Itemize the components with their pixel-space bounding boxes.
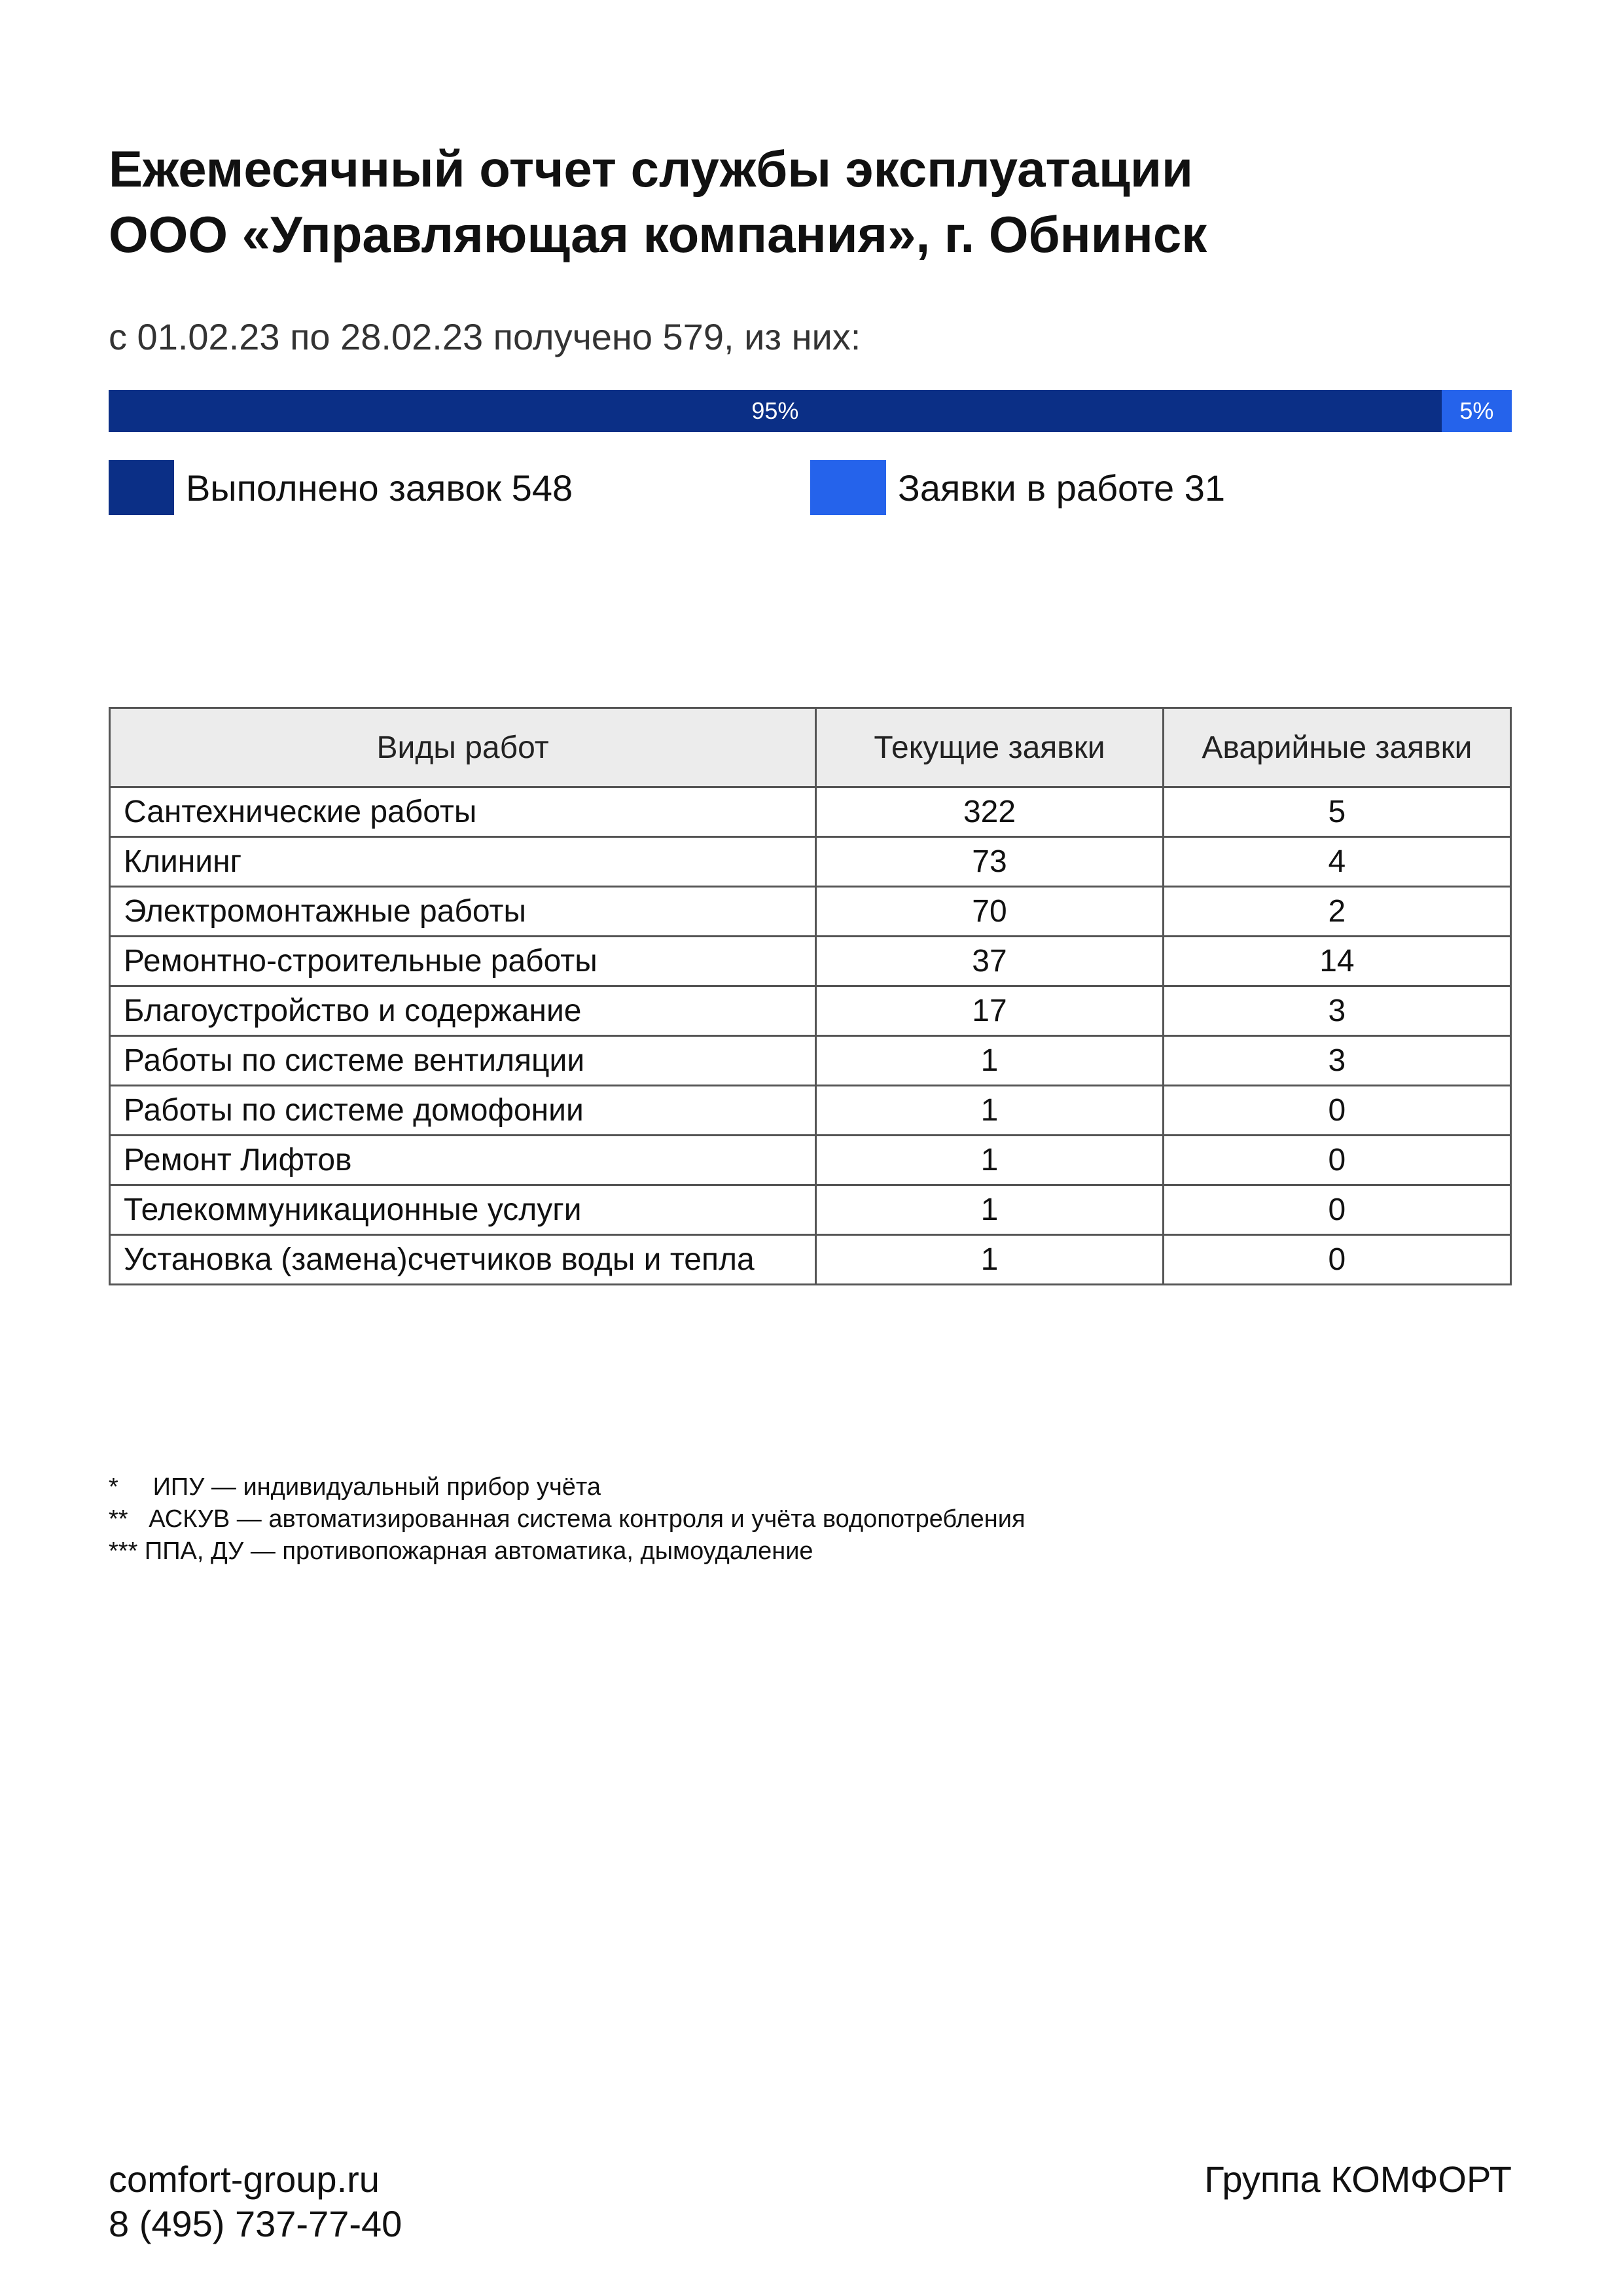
cell-emergency: 0	[1163, 1235, 1510, 1285]
cell-current: 1	[816, 1136, 1164, 1185]
progress-in-work-label: 5%	[1459, 397, 1494, 424]
table-row	[110, 1185, 1511, 1235]
header-emergency-requests: Аварийные заявки	[1163, 708, 1510, 787]
cell-current: 37	[816, 937, 1164, 986]
cell-work-type: Работы по системе домофонии	[110, 1086, 816, 1136]
requests-progress-bar	[109, 390, 1512, 432]
cell-current: 1	[816, 1036, 1164, 1086]
cell-emergency: 14	[1163, 937, 1510, 986]
cell-work-type: Телекоммуникационные услуги	[110, 1185, 816, 1235]
cell-emergency: 2	[1163, 887, 1510, 937]
cell-work-type: Электромонтажные работы	[110, 887, 816, 937]
footnote-askuv: ** АСКУВ — автоматизированная система контроля и учёта водопотребления	[109, 1505, 1026, 1533]
cell-current: 17	[816, 986, 1164, 1036]
table-row	[110, 837, 1511, 887]
report-title-line-2: ООО «Управляющая компания», г. Обнинск	[109, 206, 1207, 263]
legend-in-work	[810, 458, 1225, 517]
table-row	[110, 1136, 1511, 1185]
cell-emergency: 3	[1163, 1036, 1510, 1086]
table-row	[110, 1086, 1511, 1136]
cell-current: 322	[816, 787, 1164, 837]
cell-current: 1	[816, 1235, 1164, 1285]
footer-phone: 8 (495) 737-77-40	[109, 2203, 402, 2244]
header-current-requests: Текущие заявки	[816, 708, 1164, 787]
legend-in-work-swatch	[810, 460, 886, 515]
legend-completed-swatch	[109, 460, 174, 515]
progress-completed-label: 95%	[751, 397, 799, 424]
cell-work-type: Ремонт Лифтов	[110, 1136, 816, 1185]
table-row	[110, 986, 1511, 1036]
table-header-row	[110, 708, 1511, 787]
cell-work-type: Ремонтно-строительные работы	[110, 937, 816, 986]
cell-emergency: 5	[1163, 787, 1510, 837]
cell-work-type: Установка (замена)счетчиков воды и тепла	[110, 1235, 816, 1285]
report-title	[109, 136, 1516, 267]
legend-completed-label: Выполнено заявок 548	[186, 467, 573, 509]
table-row	[110, 887, 1511, 937]
cell-emergency: 4	[1163, 837, 1510, 887]
table-row	[110, 1036, 1511, 1086]
footer-website: comfort-group.ru	[109, 2159, 380, 2200]
legend-completed	[109, 458, 573, 517]
footnotes	[109, 1471, 1026, 1568]
cell-work-type: Сантехнические работы	[110, 787, 816, 837]
progress-in-work-segment	[1442, 390, 1512, 432]
cell-current: 73	[816, 837, 1164, 887]
cell-work-type: Клининг	[110, 837, 816, 887]
footnote-ppa-du: *** ППА, ДУ — противопожарная автоматика, дымоудаление	[109, 1537, 813, 1565]
footnote-ipu: * ИПУ — индивидуальный прибор учёта	[109, 1473, 601, 1501]
cell-work-type: Работы по системе вентиляции	[110, 1036, 816, 1086]
cell-emergency: 3	[1163, 986, 1510, 1036]
work-types-table	[109, 707, 1512, 1285]
cell-emergency: 0	[1163, 1086, 1510, 1136]
table-row	[110, 937, 1511, 986]
cell-emergency: 0	[1163, 1185, 1510, 1235]
table-row	[110, 787, 1511, 837]
report-title-line-1: Ежемесячный отчет службы эксплуатации	[109, 140, 1193, 198]
footer-contacts	[109, 2157, 402, 2246]
progress-completed-segment	[109, 390, 1442, 432]
cell-current: 1	[816, 1185, 1164, 1235]
cell-current: 70	[816, 887, 1164, 937]
table-row	[110, 1235, 1511, 1285]
footer-company-name: Группа КОМФОРТ	[1204, 2159, 1512, 2200]
cell-work-type: Благоустройство и содержание	[110, 986, 816, 1036]
header-work-type: Виды работ	[110, 708, 816, 787]
report-period-summary: с 01.02.23 по 28.02.23 получено 579, из них:	[109, 316, 861, 357]
cell-emergency: 0	[1163, 1136, 1510, 1185]
legend-in-work-label: Заявки в работе 31	[898, 467, 1225, 509]
cell-current: 1	[816, 1086, 1164, 1136]
